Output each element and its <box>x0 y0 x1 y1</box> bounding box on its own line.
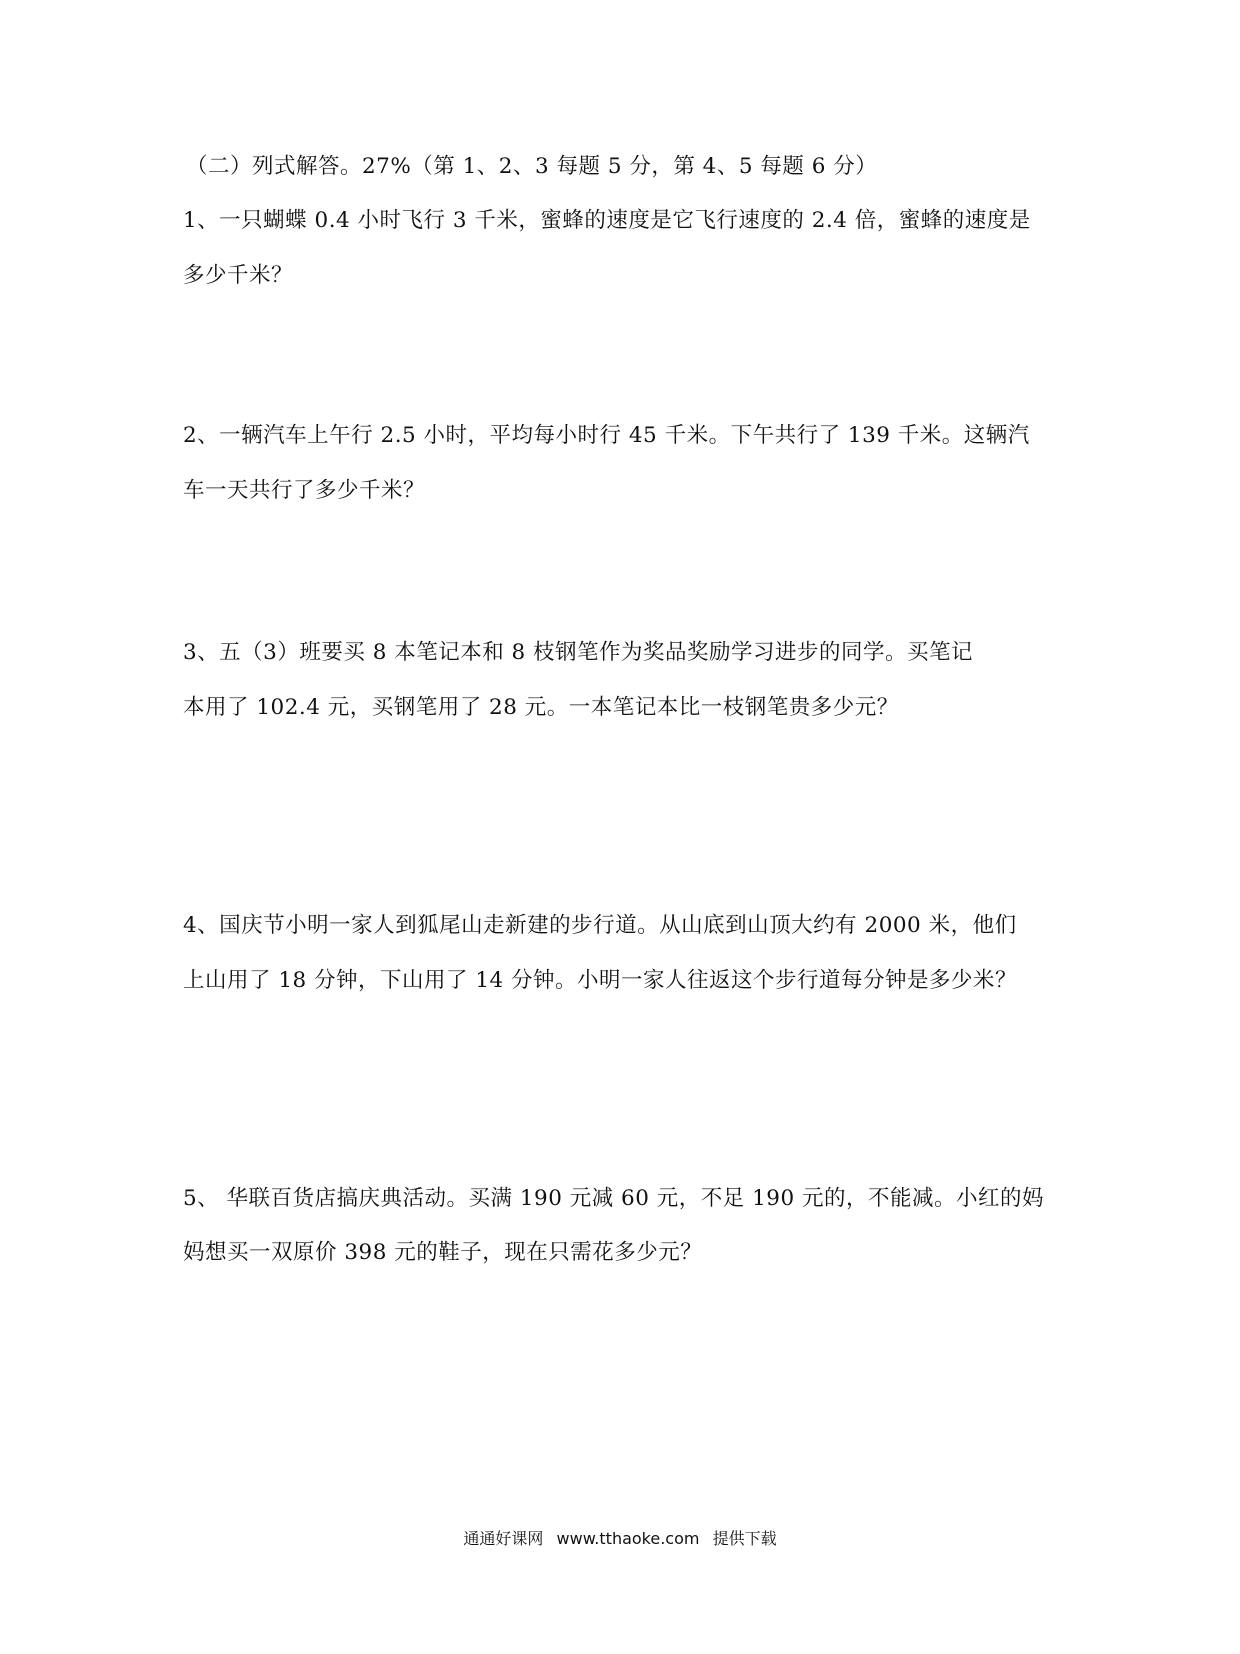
question-5-line-1: 5、 华联百货店搞庆典活动。买满 190 元减 60 元，不足 190 元的，不能减。小红的妈 <box>183 1186 1044 1211</box>
footer-note: 提供下载 <box>712 1529 777 1548</box>
question-4-line-2: 上山用了 18 分钟，下山用了 14 分钟。小明一家人往返这个步行道每分钟是多少米？ <box>183 968 1018 993</box>
question-2-line-2: 车一天共行了多少千米？ <box>183 478 426 503</box>
question-1-line-1: 1、一只蝴蝶 0.4 小时飞行 3 千米，蜜蜂的速度是它飞行速度的 2.4 倍，蜜蜂的速度是 <box>183 208 1031 233</box>
question-5-line-2: 妈想买一双原价 398 元的鞋子，现在只需花多少元？ <box>183 1240 703 1265</box>
question-4-line-1: 4、国庆节小明一家人到狐尾山走新建的步行道。从山底到山顶大约有 2000 米，他们 <box>183 913 1017 938</box>
page-footer <box>0 1528 1240 1550</box>
question-3-line-1: 3、五（3）班要买 8 本笔记本和 8 枝钢笔作为奖品奖励学习进步的同学。买笔记 <box>183 640 974 665</box>
footer-url: www.tthaoke.com <box>556 1529 700 1548</box>
question-1-line-2: 多少千米？ <box>183 263 294 288</box>
question-3-line-2: 本用了 102.4 元，买钢笔用了 28 元。一本笔记本比一枝钢笔贵多少元？ <box>183 695 899 720</box>
footer-site-name: 通通好课网 <box>463 1529 544 1548</box>
section-heading: （二）列式解答。27%（第 1、2、3 每题 5 分，第 4、5 每题 6 分） <box>186 154 878 179</box>
question-2-line-1: 2、一辆汽车上午行 2.5 小时，平均每小时行 45 千米。下午共行了 139 千米。这辆汽 <box>183 423 1030 448</box>
